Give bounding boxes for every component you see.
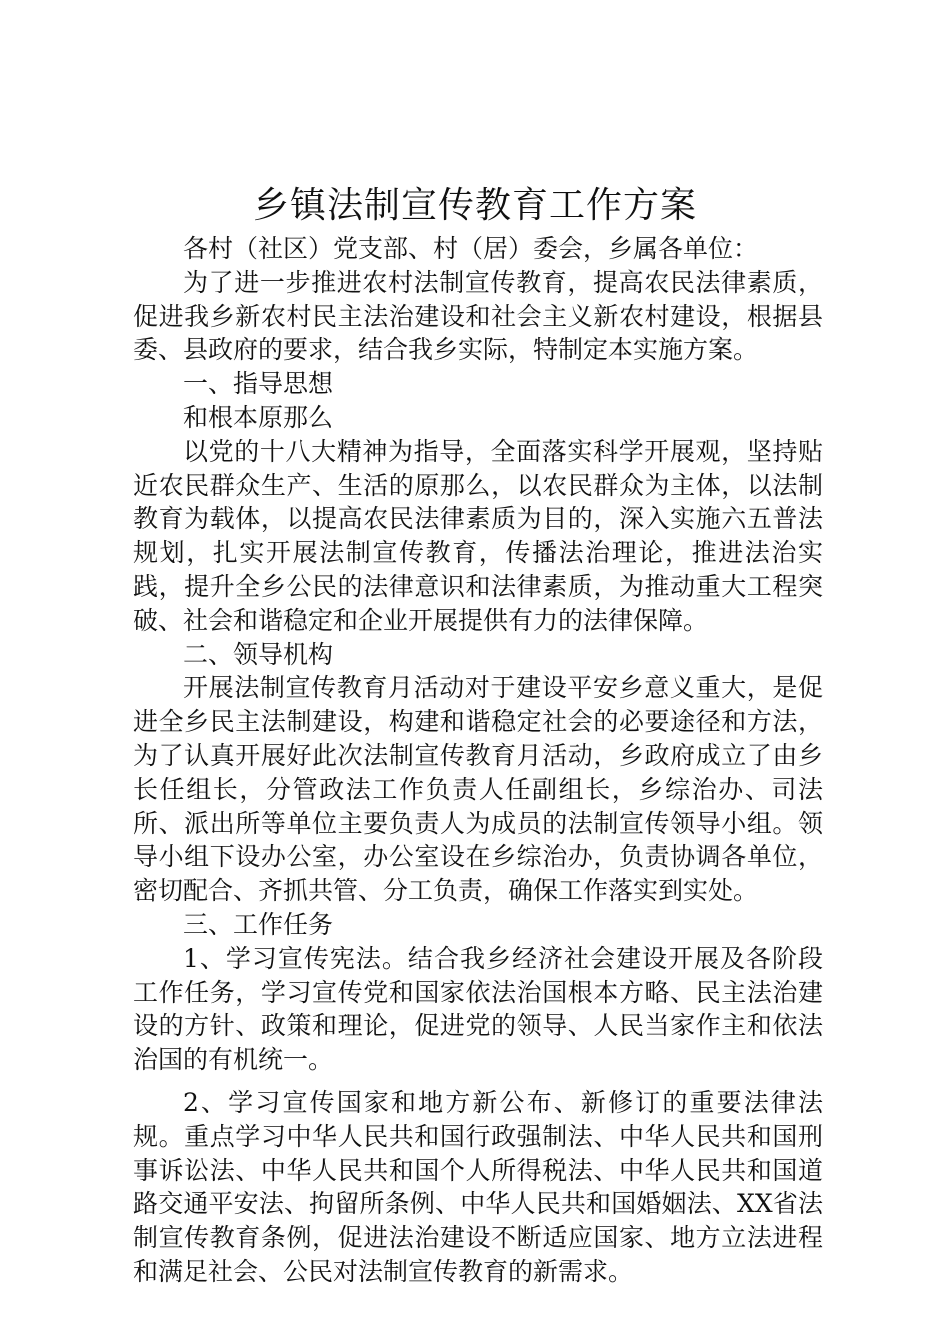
task-1-paragraph: 1、学习宣传宪法。结合我乡经济社会建设开展及各阶段工作任务，学习宣传党和国家依法治国根本方略、民主法治建设的方针、政策和理论，促进党的领导、人民当家作主和依法治国的有机统一。 (133, 943, 823, 1075)
section-heading-leadership: 二、领导机构 (183, 639, 334, 669)
section-subheading-principles: 和根本原那么 (183, 402, 334, 432)
intro-paragraph: 为了进一步推进农村法制宣传教育，提高农民法律素质，促进我乡新农村民主法治建设和社会主义新农村建设，根据县委、县政府的要求，结合我乡实际，特制定本实施方案。 (133, 267, 823, 365)
guiding-ideology-paragraph: 以党的十八大精神为指导，全面落实科学开展观，坚持贴近农民群众生产、生活的原那么，以农民群众为主体，以法制教育为载体，以提高农民法律素质为目的，深入实施六五普法规划，扎实开展法制宣传教育，传播法治理论，推进法治实践，提升全乡公民的法律意识和法律素质，为推动重大工程突破、社会和谐稳定和企业开展提供有力的法律保障。 (133, 436, 823, 635)
salutation-paragraph: 各村（社区）党支部、村（居）委会，乡属各单位： (183, 234, 759, 263)
section-heading-guiding-ideology: 一、指导思想 (183, 369, 334, 399)
document-body (133, 232, 823, 1289)
section-heading-tasks: 三、工作任务 (183, 909, 334, 939)
task-2-paragraph: 2、学习宣传国家和地方新公布、新修订的重要法律法规。重点学习中华人民共和国行政强制法、中华人民共和国刑事诉讼法、中华人民共和国个人所得税法、中华人民共和国道路交通平安法、拘留所条例、中华人民共和国婚姻法、XX省法制宣传教育条例，促进法治建设不断适应国家、地方立法进程和满足社会、公民对法制宣传教育的新需求。 (133, 1087, 823, 1286)
leadership-paragraph: 开展法制宣传教育月活动对于建设平安乡意义重大，是促进全乡民主法制建设，构建和谐稳定社会的必要途径和方法，为了认真开展好此次法制宣传教育月活动，乡政府成立了由乡长任组长，分管政法工作负责人任副组长，乡综治办、司法所、派出所等单位主要负责人为成员的法制宣传领导小组。领导小组下设办公室，办公室设在乡综治办，负责协调各单位，密切配合、齐抓共管、分工负责，确保工作落实到实处。 (133, 673, 823, 906)
document-title: 乡镇法制宣传教育工作方案 (252, 185, 697, 226)
